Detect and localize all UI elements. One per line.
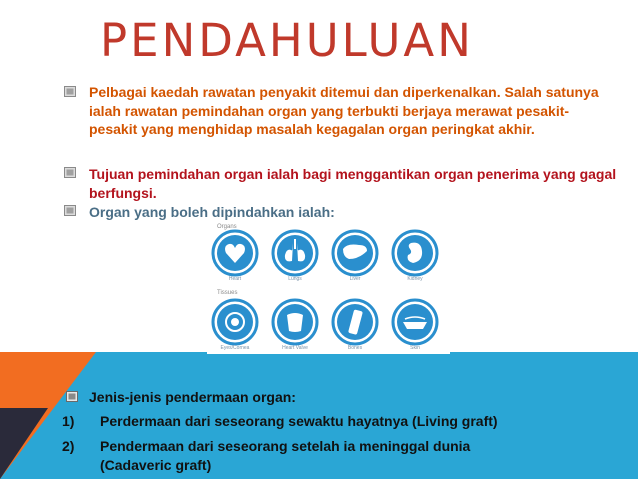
heart-valve-icon — [273, 300, 317, 344]
square-bullet-icon — [64, 205, 76, 216]
skin-icon — [393, 300, 437, 344]
bullet-text-1: Pelbagai kaedah rawatan penyakit ditemui dan diperkenalkan. Salah satunya ialah rawatan pemindahan organ yang terbukti berjaya merawat pesakit-pesakit yang menghidap masalah kegagalan organ peringkat akhir. — [89, 84, 599, 137]
tissue-label-bones: Bones — [347, 345, 363, 351]
tissue-label-heart-valve: Heart Valve — [282, 345, 308, 351]
tissue-label-skin: Skin — [410, 345, 420, 351]
item-number-2: 2) — [62, 438, 75, 454]
heart-icon — [213, 231, 257, 275]
organ-label-kidney: Kidney — [407, 276, 423, 282]
organs-label: Organs — [217, 224, 237, 230]
eye-icon — [213, 300, 257, 344]
organ-label-liver: Liver — [349, 276, 361, 282]
item-number-1: 1) — [62, 413, 75, 429]
organ-label-heart: Heart — [228, 276, 242, 282]
item-text-2-line1: Pendermaan dari seseorang setelah ia meninggal dunia — [100, 438, 471, 454]
liver-icon — [333, 231, 377, 275]
bottom-heading: Jenis-jenis pendermaan organ: — [89, 389, 296, 405]
lungs-icon — [273, 231, 317, 275]
tissue-label-eyes: Eyes/Cornea — [220, 345, 250, 351]
organ-image — [207, 221, 450, 354]
square-bullet-icon — [64, 86, 76, 97]
square-bullet-icon — [66, 391, 78, 402]
bullet-text-2: Tujuan pemindahan organ ialah bagi menggantikan organ penerima yang gagal berfungsi. — [89, 166, 617, 201]
organ-label-lungs: Lungs — [288, 276, 302, 282]
square-bullet-icon — [64, 167, 76, 178]
organ-icons — [207, 221, 450, 354]
bone-icon — [333, 300, 377, 344]
kidney-icon — [393, 231, 437, 275]
item-text-2-line2: (Cadaveric graft) — [100, 457, 212, 473]
tissues-label: Tissues — [217, 290, 238, 296]
bullet-text-3: Organ yang boleh dipindahkan ialah: — [89, 204, 335, 220]
slide-title: PENDAHULUAN — [100, 14, 474, 67]
item-text-1: Perdermaan dari seseorang sewaktu hayatnya (Living graft) — [100, 413, 498, 429]
